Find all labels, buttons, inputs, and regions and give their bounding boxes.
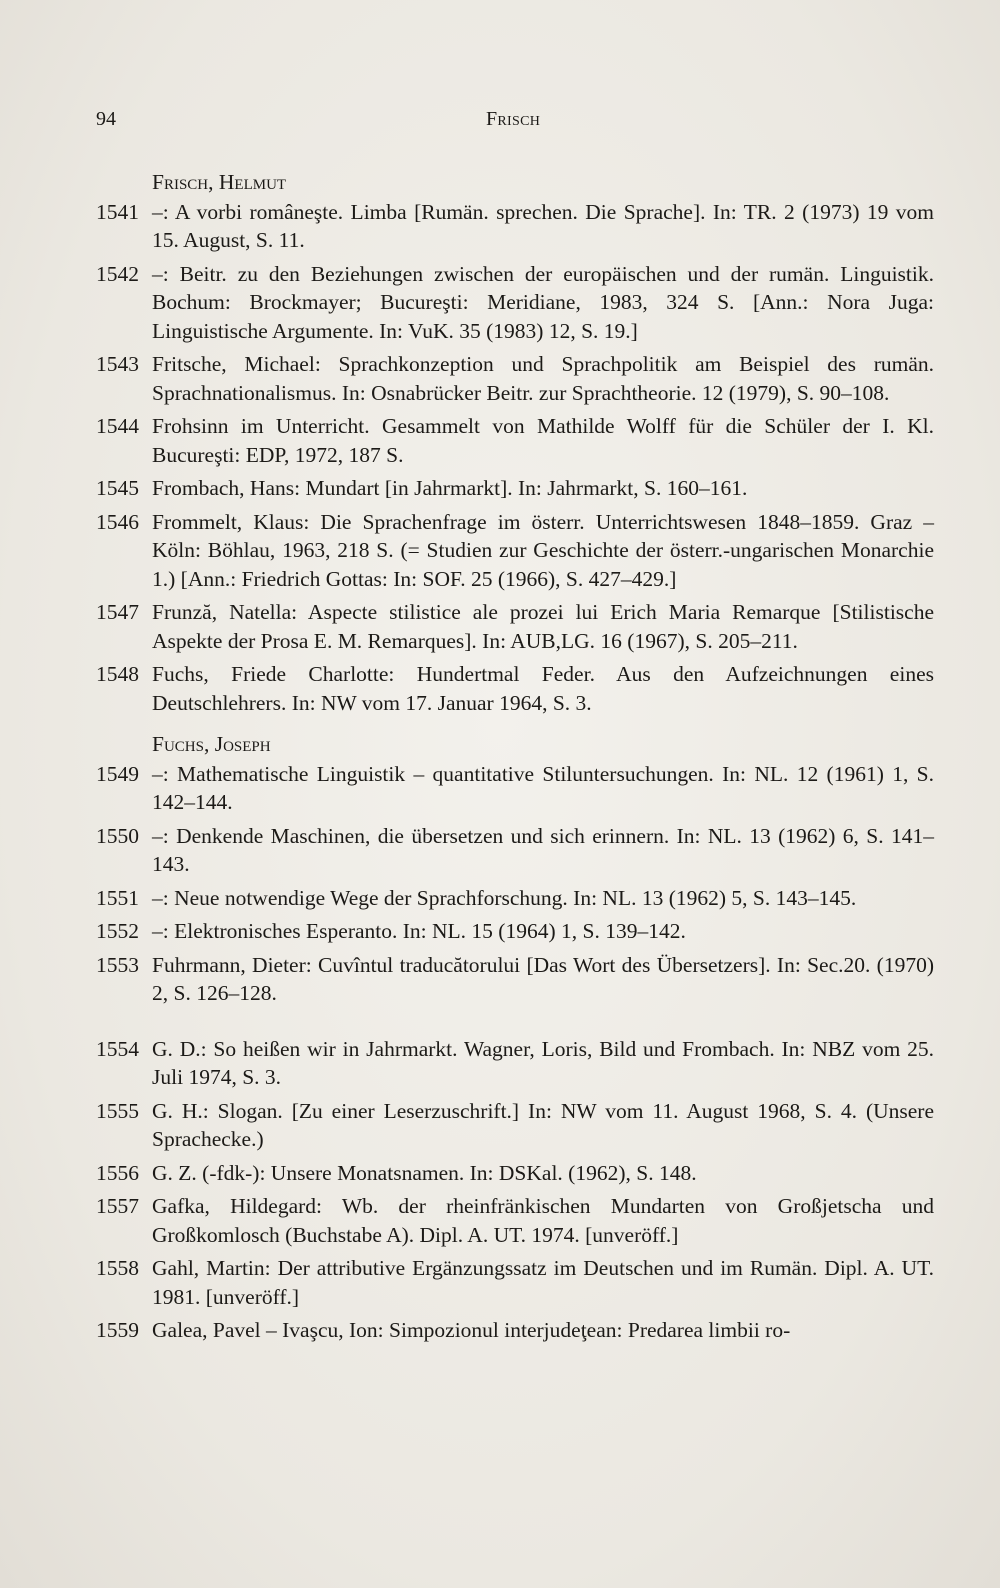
spacer [96, 722, 934, 730]
entry-text: Frommelt, Klaus: Die Sprachenfrage im österr. Unterrichtswesen 1848–1859. Graz – Köln: Böhlau, 1963, 218 S. (= Studien zur Geschichte der österr.-ungarischen Monarchie 1.) [Ann.: Friedrich Gottas: In: SOF. 25 (1966), S. 427–429.] [152, 509, 934, 591]
entry-text: –: Denkende Maschinen, die übersetzen und sich erinnern. In: NL. 13 (1962) 6, S. 141–143. [152, 823, 934, 876]
entry-text: G. D.: So heißen wir in Jahrmarkt. Wagner, Loris, Bild und Frombach. In: NBZ vom 25. Juli 1974, S. 3. [152, 1036, 934, 1089]
bib-entry-1557 [96, 1192, 934, 1249]
section-heading-frisch: Frisch, Helmut [152, 170, 287, 194]
entry-number: 1542 [96, 261, 139, 286]
entry-number: 1550 [96, 823, 139, 848]
entry-number: 1556 [96, 1160, 139, 1185]
page-number: 94 [96, 108, 116, 130]
entry-text: G. Z. (-fdk-): Unsere Monatsnamen. In: DSKal. (1962), S. 148. [152, 1160, 697, 1185]
entry-number: 1545 [96, 476, 139, 500]
bibliography-body [96, 168, 934, 1350]
entry-number: 1547 [96, 600, 139, 624]
bib-entry-1547 [96, 598, 934, 655]
bib-entry-1551 [96, 884, 934, 913]
entry-text: –: A vorbi româneşte. Limba [Rumän. sprechen. Die Sprache]. In: TR. 2 (1973) 19 vom 15. August, S. 11. [152, 199, 934, 252]
entry-text: Gafka, Hildegard: Wb. der rheinfränkischen Mundarten von Großjetscha und Großkomlosch (Buchstabe A). Dipl. A. UT. 1974. [unveröff.] [152, 1194, 934, 1247]
entry-text: –: Mathematische Linguistik – quantitative Stiluntersuchungen. In: NL. 12 (1961) 1, S. 142–144. [152, 761, 934, 814]
bib-entry-1556 [96, 1159, 934, 1188]
bib-entry-1559 [96, 1316, 934, 1345]
bib-entry-1550 [96, 822, 934, 879]
bib-entry-1555 [96, 1097, 934, 1154]
bib-entry-1554 [96, 1035, 934, 1092]
entry-number: 1555 [96, 1098, 139, 1123]
entry-text: Galea, Pavel – Ivaşcu, Ion: Simpozionul interjudeţean: Predarea limbii ro- [152, 1318, 791, 1342]
entry-number: 1558 [96, 1256, 139, 1280]
entry-text: Gahl, Martin: Der attributive Ergänzungssatz im Deutschen und im Rumän. Dipl. A. UT. 1981. [unveröff.] [152, 1256, 934, 1309]
bib-entry-1552 [96, 917, 934, 946]
entry-number: 1559 [96, 1318, 139, 1342]
bib-entry-1549 [96, 760, 934, 817]
entry-number: 1554 [96, 1036, 139, 1061]
bib-entry-1541 [96, 198, 934, 255]
entry-number: 1548 [96, 662, 139, 686]
entry-text: Frombach, Hans: Mundart [in Jahrmarkt]. In: Jahrmarkt, S. 160–161. [152, 476, 748, 500]
section-heading-fuchs: Fuchs, Joseph [152, 732, 271, 756]
entry-number: 1541 [96, 199, 139, 224]
page-header [96, 108, 930, 138]
entry-number: 1551 [96, 885, 139, 910]
entry-text: Fuchs, Friede Charlotte: Hundertmal Feder. Aus den Aufzeichnungen eines Deutschlehrers. In: NW vom 17. Januar 1964, S. 3. [152, 662, 934, 715]
entry-number: 1544 [96, 414, 139, 438]
entry-number: 1549 [96, 761, 139, 786]
entry-text: Frunză, Natella: Aspecte stilistice ale prozei lui Erich Maria Remarque [Stilistische Aspekte der Prosa E. M. Remarques]. In: AUB,LG. 16 (1967), S. 205–211. [152, 600, 934, 653]
entry-number: 1546 [96, 509, 139, 534]
bib-entry-1544 [96, 412, 934, 469]
entry-text: –: Beitr. zu den Beziehungen zwischen der europäischen und der rumän. Linguistik. Bochum: Brockmayer; Bucureşti: Meridiane, 1983, 324 S. [Ann.: Nora Juga: Linguistische Argumente. In: VuK. 35 (1983) 12, S. 19.] [152, 261, 934, 343]
entry-text: –: Elektronisches Esperanto. In: NL. 15 (1964) 1, S. 139–142. [152, 919, 686, 943]
entry-text: Fuhrmann, Dieter: Cuvîntul traducătorului [Das Wort des Übersetzers]. In: Sec.20. (1970) 2, S. 126–128. [152, 952, 934, 1005]
bib-entry-1542 [96, 260, 934, 346]
entry-text: Frohsinn im Unterricht. Gesammelt von Mathilde Wolff für die Schüler der I. Kl. Bucureşti: EDP, 1972, 187 S. [152, 414, 934, 467]
entry-text: –: Neue notwendige Wege der Sprachforschung. In: NL. 13 (1962) 5, S. 143–145. [152, 885, 857, 910]
running-head: Frisch [486, 108, 541, 130]
bib-entry-1553 [96, 951, 934, 1008]
entry-number: 1557 [96, 1194, 139, 1218]
bib-entry-1548 [96, 660, 934, 717]
entry-number: 1552 [96, 919, 139, 943]
bib-entry-1545 [96, 474, 934, 503]
bib-entry-1543 [96, 350, 934, 407]
entry-text: Fritsche, Michael: Sprachkonzeption und Sprachpolitik am Beispiel des rumän. Sprachnationalismus. In: Osnabrücker Beitr. zur Sprachtheorie. 12 (1979), S. 90–108. [152, 352, 934, 405]
entry-number: 1543 [96, 352, 139, 376]
bib-entry-1558 [96, 1254, 934, 1311]
entry-text: G. H.: Slogan. [Zu einer Leserzuschrift.] In: NW vom 11. August 1968, S. 4. (Unsere Sprachecke.) [152, 1098, 934, 1151]
spacer [96, 1013, 934, 1035]
entry-number: 1553 [96, 952, 139, 977]
bib-entry-1546 [96, 508, 934, 594]
